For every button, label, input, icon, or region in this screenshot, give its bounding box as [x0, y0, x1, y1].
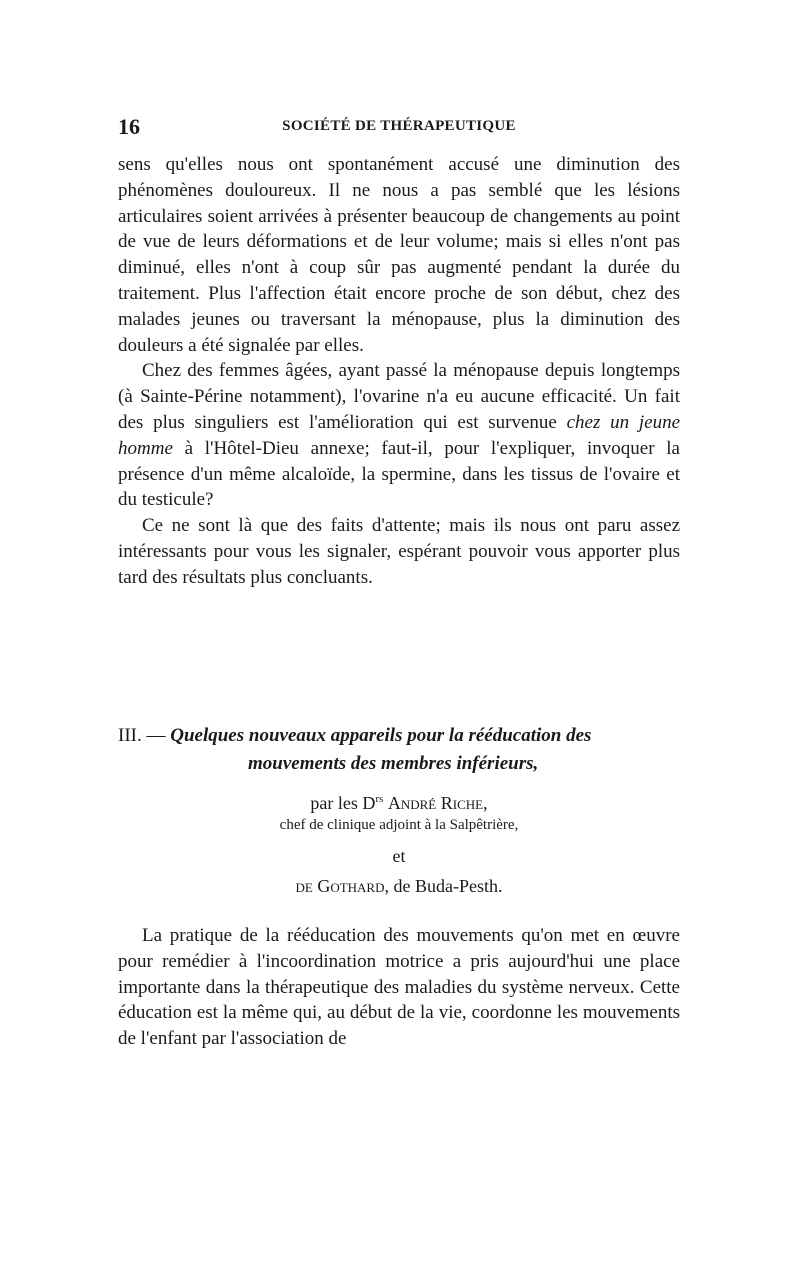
paragraph-4: La pratique de la rééducation des mouvements qu'on met en œuvre pour remédier à l'incoordination motrice a pris aujourd'hui une place importante dans la thérapeutique des maladies du système nerveux. Cette éducation est la même qui, au début de la vie, coordonne les mouvements de l'enfant par l'association de [118, 925, 680, 1050]
paragraph-2-text-b: à l'Hôtel-Dieu annexe; faut-il, pour l'expliquer, invoquer la présence d'un même alcaloïde, la spermine, dans les tissus de l'ovaire et du testicule? [118, 437, 680, 511]
paragraph-2-text-a: Chez des femmes âgées, ayant passé la ménopause depuis longtemps (à Sainte-Périne notamment), l'ovarine n'a eu aucune efficacité. Un fait des plus singuliers est l'amélioration qui est survenue [118, 360, 680, 433]
author-1-affiliation: chef de clinique adjoint à la Salpêtrière, [279, 817, 519, 833]
section-title-line-1: Quelques nouveaux appareils pour la rééducation des [170, 725, 592, 746]
section-title-line-2: mouvements des membres inférieurs, [248, 753, 539, 774]
author-1: André Riche, [387, 793, 488, 813]
paragraph-1: sens qu'elles nous ont spontanément accusé une diminution des phénomènes douloureux. Il ne nous a pas semblé que les lésions articulaires soient arrivées à présenter beaucoup de changements au point de vue de leurs déformations et de leur volume; mais si elles n'ont pas diminué, elles n'ont à coup sûr pas augmenté pendant la durée du traitement. Plus l'affection était encore proche de son début, chez des malades jeunes ou traversant la ménopause, plus la diminution des douleurs a été signalée par elles. [118, 154, 680, 356]
section-heading [118, 722, 680, 778]
byline-par: par les D [310, 793, 376, 813]
paragraph-3: Ce ne sont là que des faits d'attente; mais ils nous ont paru assez intéressants pour vous les signaler, espérant pouvoir vous apporter plus tard des résultats plus concluants. [118, 515, 680, 588]
page-header [118, 114, 680, 144]
author-2: de Gothard, [295, 876, 389, 896]
body-text-bottom [118, 923, 680, 1052]
page-number: 16 [118, 114, 140, 139]
section-number: III. — [118, 725, 166, 746]
paragraph-2-italic: chez un jeune homme [118, 411, 681, 459]
author-2-place: de Buda-Pesth. [393, 876, 503, 896]
byline-et: et [392, 846, 406, 866]
running-head: SOCIÉTÉ DE THÉRAPEUTIQUE [282, 118, 516, 134]
paragraph-2 [118, 358, 680, 513]
byline-authors [118, 793, 680, 814]
byline-drs-sup: rs [375, 793, 384, 805]
byline-second-author [118, 876, 680, 897]
body-text-top [118, 152, 680, 591]
